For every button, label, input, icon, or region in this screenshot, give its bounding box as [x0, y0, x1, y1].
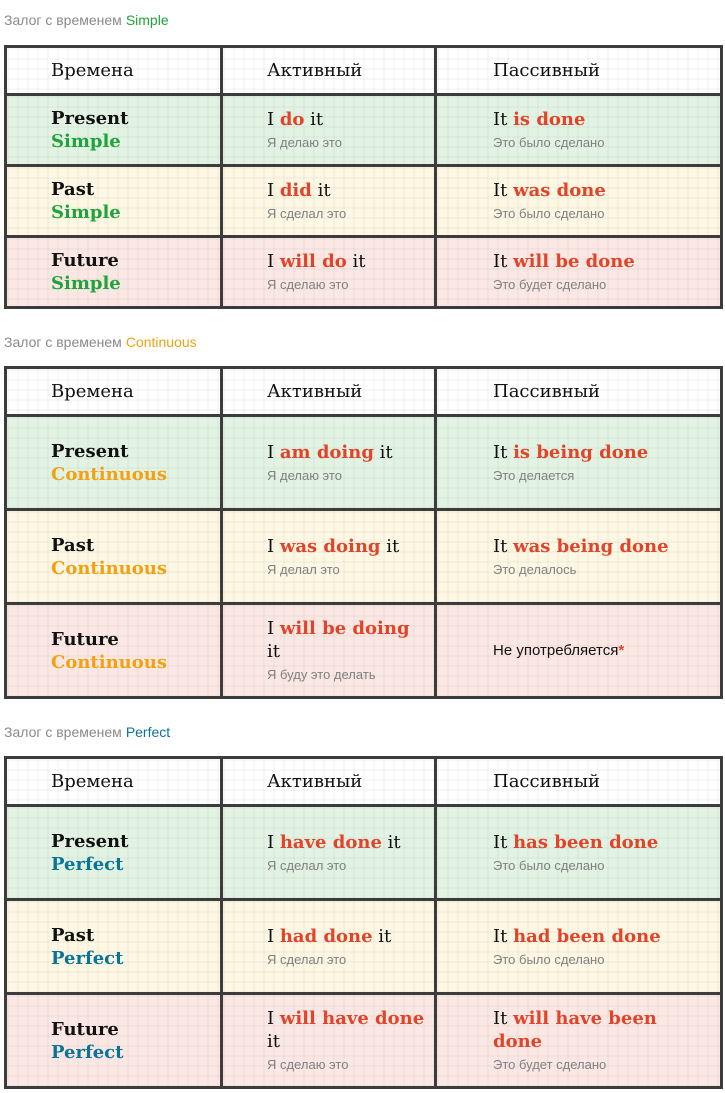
passive-cell — [436, 604, 722, 698]
example-post: it — [311, 180, 331, 201]
column-header-passive: Пассивный — [436, 758, 722, 806]
example-post: it — [380, 535, 400, 557]
example-pre: I — [267, 180, 280, 201]
translation: Это будет сделано — [493, 1057, 607, 1072]
tense-aspect: Perfect — [51, 947, 124, 969]
active-cell — [222, 806, 436, 900]
passive-cell — [436, 95, 722, 166]
example-verb: was done — [513, 180, 606, 201]
example-verb: will do — [279, 251, 347, 272]
tense-aspect: Continuous — [51, 463, 167, 485]
active-cell — [222, 900, 436, 994]
example-post: it — [373, 441, 393, 463]
translation: Я сделал это — [267, 951, 347, 967]
tense-cell — [6, 806, 222, 900]
tense-name: Past — [51, 534, 95, 556]
example-verb: had done — [279, 925, 373, 947]
tense-name: Present — [51, 440, 129, 462]
example-pre: It — [493, 180, 514, 201]
example-pre: I — [267, 109, 280, 130]
example-pre: I — [267, 441, 280, 463]
example-verb: had been done — [513, 925, 661, 947]
tense-aspect: Perfect — [51, 1041, 124, 1063]
table-continuous — [4, 366, 723, 699]
table-row — [6, 510, 722, 604]
tense-cell — [6, 166, 222, 237]
tense-aspect: Perfect — [51, 853, 124, 875]
column-header-passive: Пассивный — [436, 368, 722, 416]
tense-name: Past — [51, 924, 95, 946]
example-verb: was being done — [513, 535, 669, 557]
tense-aspect: Continuous — [51, 651, 167, 673]
tense-cell — [6, 416, 222, 510]
tense-name: Future — [51, 250, 119, 271]
passive-cell — [436, 237, 722, 308]
example-pre: I — [267, 925, 280, 947]
table-row — [6, 416, 722, 510]
example-post: it — [381, 831, 401, 853]
heading-tense: Simple — [125, 12, 169, 28]
tense-cell — [6, 95, 222, 166]
column-header-active: Активный — [222, 758, 436, 806]
example-pre: It — [493, 925, 514, 947]
example-pre: It — [493, 1008, 514, 1029]
active-cell — [222, 95, 436, 166]
not-used-label: Не употребляется — [493, 642, 619, 659]
column-header-tenses: Времена — [6, 47, 222, 95]
example-verb: have done — [279, 831, 382, 853]
example-pre: It — [493, 109, 514, 130]
example-post: it — [267, 1031, 280, 1052]
heading-prefix: Залог с временем — [4, 12, 122, 28]
table-simple — [4, 45, 723, 309]
example-verb: will be done — [513, 251, 635, 272]
table-row — [6, 994, 722, 1088]
section-heading-perfect — [4, 724, 170, 740]
translation: Это будет сделано — [493, 277, 607, 292]
example-pre: I — [267, 535, 280, 557]
example-pre: It — [493, 831, 514, 853]
passive-cell — [436, 510, 722, 604]
tense-aspect: Simple — [51, 131, 121, 152]
example-verb: will have done — [279, 1008, 425, 1029]
translation: Это делается — [493, 467, 575, 483]
translation: Я сделаю это — [267, 277, 349, 292]
example-verb: am doing — [279, 441, 374, 463]
column-header-active: Активный — [222, 368, 436, 416]
passive-cell — [436, 806, 722, 900]
example-pre: It — [493, 251, 514, 272]
tense-cell — [6, 510, 222, 604]
table-row — [6, 806, 722, 900]
example-post: it — [346, 251, 366, 272]
translation: Это было сделано — [493, 206, 605, 221]
translation: Это было сделано — [493, 857, 605, 873]
tense-cell — [6, 900, 222, 994]
active-cell — [222, 166, 436, 237]
example-verb: is done — [513, 109, 586, 130]
table-row — [6, 900, 722, 994]
example-verb: is being done — [513, 441, 649, 463]
column-header-passive: Пассивный — [436, 47, 722, 95]
example-pre: I — [267, 251, 280, 272]
tense-name: Present — [51, 108, 129, 129]
example-pre: I — [267, 1008, 280, 1029]
table-header-row — [6, 47, 722, 95]
active-cell — [222, 237, 436, 308]
translation: Это было сделано — [493, 135, 605, 150]
translation: Я сделаю это — [267, 1057, 349, 1072]
active-cell — [222, 994, 436, 1088]
column-header-tenses: Времена — [6, 758, 222, 806]
tense-cell — [6, 604, 222, 698]
tense-aspect: Continuous — [51, 557, 167, 579]
example-post: it — [304, 109, 324, 130]
tense-name: Past — [51, 179, 95, 200]
example-verb: will have been done — [493, 1008, 657, 1052]
passive-cell — [436, 166, 722, 237]
table-perfect — [4, 756, 723, 1089]
example-post: it — [372, 925, 392, 947]
column-header-active: Активный — [222, 47, 436, 95]
translation: Я делаю это — [267, 467, 342, 483]
active-cell — [222, 604, 436, 698]
translation: Я сделал это — [267, 206, 347, 221]
section-heading-continuous — [4, 334, 197, 350]
example-verb: do — [279, 109, 305, 130]
example-pre: It — [493, 441, 514, 463]
heading-prefix: Залог с временем — [4, 724, 122, 740]
table-row — [6, 166, 722, 237]
example-pre: I — [267, 618, 280, 639]
passive-cell — [436, 416, 722, 510]
active-cell — [222, 510, 436, 604]
translation: Я делаю это — [267, 135, 342, 150]
example-verb: was doing — [279, 535, 381, 557]
example-verb: has been done — [513, 831, 659, 853]
translation: Это делалось — [493, 561, 577, 577]
translation: Это было сделано — [493, 951, 605, 967]
heading-tense: Continuous — [125, 334, 197, 350]
table-header-row — [6, 758, 722, 806]
active-cell — [222, 416, 436, 510]
passive-cell — [436, 994, 722, 1088]
example-post: it — [267, 641, 280, 662]
passive-cell — [436, 900, 722, 994]
tense-name: Future — [51, 1018, 119, 1040]
example-pre: It — [493, 535, 514, 557]
tense-name: Future — [51, 628, 119, 650]
section-heading-simple — [4, 12, 169, 28]
table-row — [6, 604, 722, 698]
column-header-tenses: Времена — [6, 368, 222, 416]
tense-aspect: Simple — [51, 273, 121, 294]
example-verb: will be doing — [279, 618, 410, 639]
footnote-star: * — [618, 642, 625, 659]
translation: Я делал это — [267, 561, 340, 577]
table-header-row — [6, 368, 722, 416]
tense-name: Present — [51, 830, 129, 852]
example-pre: I — [267, 831, 280, 853]
tense-cell — [6, 994, 222, 1088]
translation: Я сделал это — [267, 857, 347, 873]
heading-prefix: Залог с временем — [4, 334, 122, 350]
example-verb: did — [279, 180, 312, 201]
tense-aspect: Simple — [51, 202, 121, 223]
translation: Я буду это делать — [267, 667, 376, 682]
table-row — [6, 237, 722, 308]
table-row — [6, 95, 722, 166]
tense-cell — [6, 237, 222, 308]
heading-tense: Perfect — [125, 724, 171, 740]
